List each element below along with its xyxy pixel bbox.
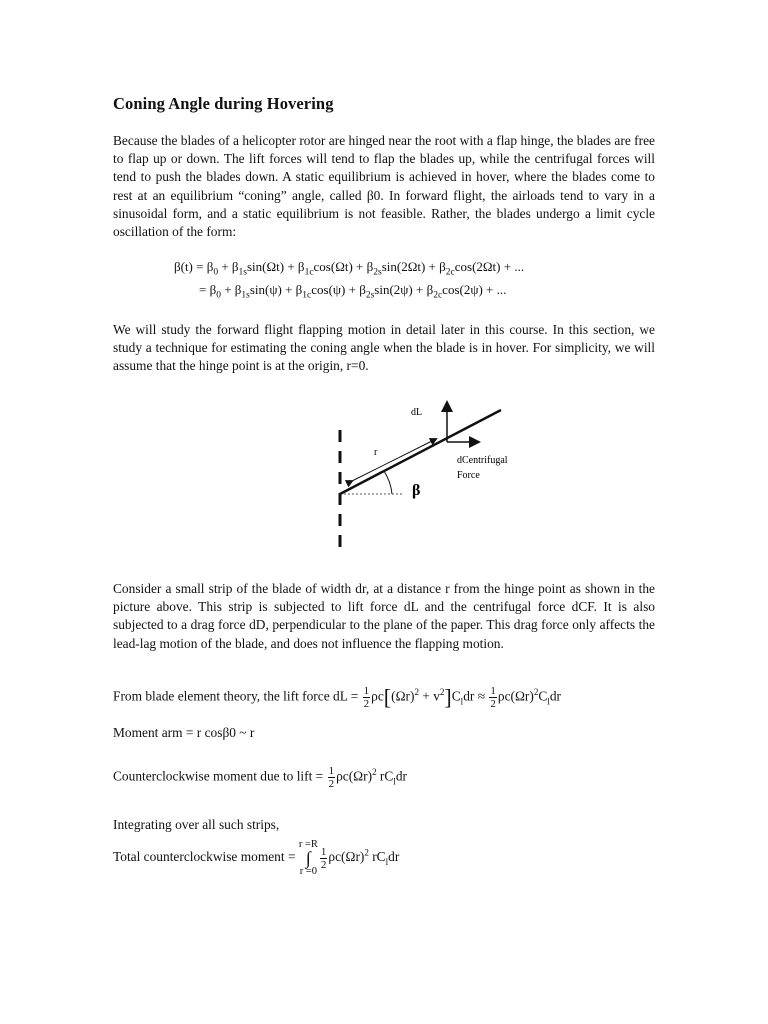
ccw-moment-prefix: Counterclockwise moment due to lift = (113, 768, 324, 784)
ccw-moment-equation: Counterclockwise moment due to lift = $\frac{1}{2}$ $\rho c(\Omega r)^2$ $rC_ldr$ (113, 765, 407, 790)
beta-arc (384, 471, 392, 494)
blade-force-diagram (0, 395, 768, 575)
moment-arm-line: Moment arm = r cosβ0 ~ r (113, 725, 255, 740)
hover-intro-paragraph: We will study the forward flight flapping motion in detail later in this course. In this section, we study a technique for estimating the coning angle when the blade is in hover. For simplicity, we will assume that the hinge point is at the origin, r=0. (113, 322, 655, 374)
total-moment-equation: Total counterclockwise moment = r =R ∫ r =0 $\frac{1}{2}$ $\rho c(\Omega r)^2$ $rC_ldr$ (113, 839, 400, 877)
total-moment-prefix: Total counterclockwise moment = (113, 849, 296, 865)
integral-upper-limit: r =R (298, 839, 318, 850)
label-centrifugal-1: dCentrifugal (457, 455, 508, 466)
integral-lower-limit: r =0 (299, 866, 318, 877)
lift-force-equation: From blade element theory, the lift force dL = $\frac{1}{2}$ $\rho c[(\Omega r)^2 + v^2]C_ldr$ ≈ $\frac{1}{2}$ $\rho c(\Omega r)^2C_ldr$ (113, 684, 561, 710)
blade-line (340, 410, 501, 494)
label-centrifugal-2: Force (457, 470, 480, 481)
flapping-equation-line-1: $\beta(t) = \beta_0 + \beta_{1s}\sin(\Omega t) + \beta_{1c}\cos(\Omega t) + \beta_{2s}\sin(2\Omega t) + \beta_{2c}\cos(2\Omega t)$ + ... (174, 259, 525, 278)
strip-description-paragraph: Consider a small strip of the blade of width dr, at a distance r from the hinge point as shown in the picture above. This strip is subjected to lift force dL and the centrifugal force dCF. It is also subjected to a drag force dD, perpendicular to the plane of the paper. This drag force only affects the lead-lag motion of the blade, and does not influence the flapping motion. (113, 581, 655, 651)
integral-symbol: r =R ∫ r =0 (298, 839, 318, 877)
lift-force-prefix: From blade element theory, the lift force dL = (113, 688, 359, 704)
label-beta: β (412, 482, 421, 499)
label-r: r (374, 447, 378, 458)
flapping-equation-line-2: = $\beta_0 + \beta_{1s}\sin(\psi) + \beta_{1c}\cos(\psi) + \beta_{2s}\sin(2\psi) + \beta_{2c}\cos(2\psi)$ + ... (199, 282, 507, 301)
integrating-text: Integrating over all such strips, (113, 817, 280, 832)
radius-arrow (352, 439, 436, 481)
label-dL: dL (411, 407, 423, 418)
intro-paragraph: Because the blades of a helicopter rotor are hinged near the root with a flap hinge, the blades are free to flap up or down. The lift forces will tend to flap the blades up, while the centrifugal forces will tend to push the blades down. A static equilibrium is achieved in hover, where the blades come to rest at an equilibrium “coning” angle, called β0. In forward flight, the airloads tend to vary in a sinusoidal form, and a static equilibrium is not feasible. Rather, the blades undergo a limit cycle oscillation of the form: (113, 133, 655, 240)
section-title: Coning Angle during Hovering (113, 94, 334, 113)
